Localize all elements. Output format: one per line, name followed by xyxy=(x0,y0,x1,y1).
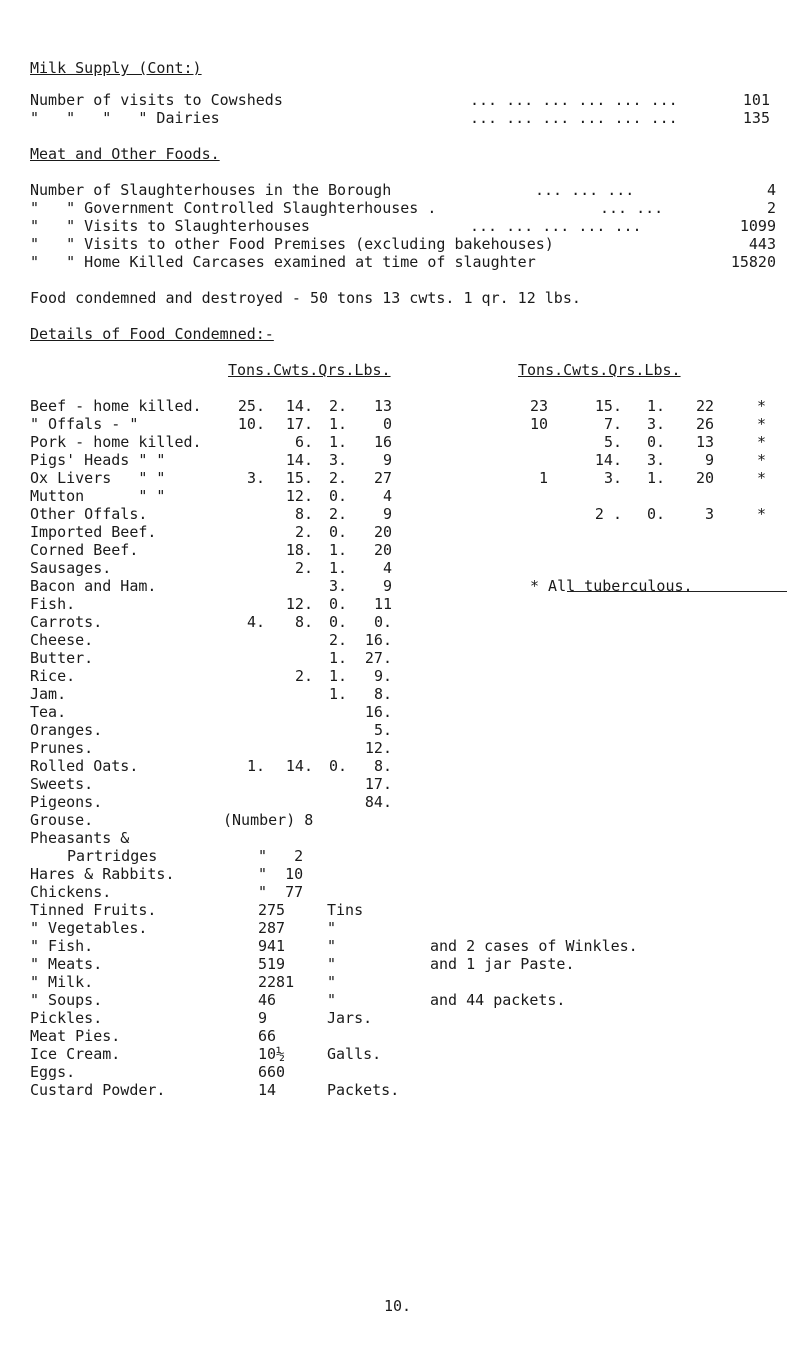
stat-label: " " Visits to other Food Premises (excluding bakehouses) xyxy=(30,235,554,253)
tb-mark: * xyxy=(757,433,767,451)
tb-cwts: 14. xyxy=(594,451,622,469)
stat-value: 4 xyxy=(766,181,776,199)
item-name: Rolled Oats. xyxy=(30,757,139,775)
item-cwts: 14. xyxy=(285,397,313,415)
item-cwts: 2. xyxy=(294,523,313,541)
visits-dots: ... ... ... ... ... ... xyxy=(470,91,678,109)
count-item-extra: and 1 jar Paste. xyxy=(430,955,575,973)
count-item-quantity: 10½ xyxy=(258,1045,286,1063)
item-cwts: 8. xyxy=(294,505,313,523)
tb-tons: 23 xyxy=(529,397,548,415)
item-name: Pigs' Heads " " xyxy=(30,451,166,469)
item-name: Mutton " " xyxy=(30,487,166,505)
item-name: Bacon and Ham. xyxy=(30,577,157,595)
item-lbs: 9. xyxy=(373,667,392,685)
count-item-quantity: 660 xyxy=(258,1063,286,1081)
count-item-name: Custard Powder. xyxy=(30,1081,166,1099)
item-lbs: 27. xyxy=(364,649,392,667)
item-lbs: 17. xyxy=(364,775,392,793)
count-item-quantity: " 10 xyxy=(258,865,304,883)
count-item-name: Ice Cream. xyxy=(30,1045,121,1063)
item-name: Prunes. xyxy=(30,739,94,757)
item-qrs: 3. xyxy=(328,577,347,595)
stat-dots: ... ... xyxy=(600,199,664,217)
item-lbs: 84. xyxy=(364,793,392,811)
count-item-name: Partridges xyxy=(67,847,158,865)
count-item-name: " Fish. xyxy=(30,937,94,955)
visits-label: Number of visits to Cowsheds xyxy=(30,91,283,109)
tb-lbs: 22 xyxy=(695,397,714,415)
item-lbs: 0 xyxy=(382,415,392,433)
tb-qrs: 1. xyxy=(646,469,665,487)
item-name: Cheese. xyxy=(30,631,94,649)
count-item-name: Grouse. xyxy=(30,811,94,829)
tb-cwts: 15. xyxy=(594,397,622,415)
item-lbs: 12. xyxy=(364,739,392,757)
item-qrs: 0. xyxy=(328,757,347,775)
condemned-total: Food condemned and destroyed - 50 tons 13 cwts. 1 qr. 12 lbs. xyxy=(30,289,581,307)
stat-label: " " Visits to Slaughterhouses xyxy=(30,217,310,235)
count-item-quantity: 66 xyxy=(258,1027,277,1045)
tb-qrs: 3. xyxy=(646,415,665,433)
count-item-quantity: (Number) 8 xyxy=(223,811,314,829)
item-name: Ox Livers " " xyxy=(30,469,166,487)
item-lbs: 8. xyxy=(373,757,392,775)
tb-lbs: 9 xyxy=(704,451,714,469)
count-item-name: Tinned Fruits. xyxy=(30,901,157,919)
item-name: " Offals - " xyxy=(30,415,139,433)
tb-tons: 10 xyxy=(529,415,548,433)
item-qrs: 1. xyxy=(328,685,347,703)
stat-value: 1099 xyxy=(739,217,776,235)
tb-mark: * xyxy=(757,397,767,415)
tb-cwts: 7. xyxy=(603,415,622,433)
stat-value: 2 xyxy=(766,199,776,217)
details-title: Details of Food Condemned:- xyxy=(30,325,274,343)
footnote-rule xyxy=(567,591,787,592)
item-name: Other Offals. xyxy=(30,505,148,523)
tb-qrs: 0. xyxy=(646,505,665,523)
item-cwts: 2. xyxy=(294,667,313,685)
item-cwts: 6. xyxy=(294,433,313,451)
page-number: 10. xyxy=(384,1297,412,1315)
count-item-name: Chickens. xyxy=(30,883,112,901)
item-qrs: 2. xyxy=(328,397,347,415)
visits-value: 101 xyxy=(742,91,770,109)
item-lbs: 11 xyxy=(373,595,392,613)
item-qrs: 2. xyxy=(328,631,347,649)
tb-qrs: 1. xyxy=(646,397,665,415)
count-item-name: Eggs. xyxy=(30,1063,76,1081)
item-lbs: 4 xyxy=(382,559,392,577)
count-item-extra: and 44 packets. xyxy=(430,991,566,1009)
visits-value: 135 xyxy=(742,109,770,127)
count-item-unit: " xyxy=(327,919,337,937)
meat-title: Meat and Other Foods. xyxy=(30,145,220,163)
item-qrs: 2. xyxy=(328,505,347,523)
stat-label: " " Government Controlled Slaughterhouses . xyxy=(30,199,437,217)
item-tons: 3. xyxy=(246,469,265,487)
item-cwts: 8. xyxy=(294,613,313,631)
visits-label: " " " " Dairies xyxy=(30,109,220,127)
item-lbs: 13 xyxy=(373,397,392,415)
item-qrs: 0. xyxy=(328,613,347,631)
count-item-quantity: 14 xyxy=(258,1081,277,1099)
count-item-unit: Galls. xyxy=(327,1045,382,1063)
item-lbs: 27 xyxy=(373,469,392,487)
item-qrs: 2. xyxy=(328,469,347,487)
item-qrs: 1. xyxy=(328,559,347,577)
stat-value: 443 xyxy=(748,235,776,253)
item-name: Tea. xyxy=(30,703,67,721)
footnote: * All tuberculous. xyxy=(530,577,693,595)
count-item-extra: and 2 cases of Winkles. xyxy=(430,937,638,955)
stat-dots: ... ... ... ... ... xyxy=(470,217,642,235)
tb-cwts: 2 . xyxy=(594,505,622,523)
count-item-quantity: 46 xyxy=(258,991,277,1009)
item-qrs: 1. xyxy=(328,649,347,667)
count-item-name: " Vegetables. xyxy=(30,919,148,937)
count-item-quantity: " 77 xyxy=(258,883,304,901)
count-item-quantity: 519 xyxy=(258,955,286,973)
item-name: Pork - home killed. xyxy=(30,433,202,451)
item-qrs: 1. xyxy=(328,415,347,433)
count-item-name: " Milk. xyxy=(30,973,94,991)
tb-qrs: 0. xyxy=(646,433,665,451)
item-name: Beef - home killed. xyxy=(30,397,202,415)
count-item-unit: Tins xyxy=(327,901,364,919)
item-name: Carrots. xyxy=(30,613,103,631)
item-lbs: 4 xyxy=(382,487,392,505)
item-qrs: 0. xyxy=(328,595,347,613)
count-item-unit: " xyxy=(327,973,337,991)
column-header-right: Tons.Cwts.Qrs.Lbs. xyxy=(518,361,681,379)
item-tons: 25. xyxy=(237,397,265,415)
count-item-unit: " xyxy=(327,991,337,1009)
count-item-quantity: 2281 xyxy=(258,973,295,991)
column-header-left: Tons.Cwts.Qrs.Lbs. xyxy=(228,361,391,379)
item-qrs: 0. xyxy=(328,487,347,505)
item-name: Rice. xyxy=(30,667,76,685)
tb-qrs: 3. xyxy=(646,451,665,469)
count-item-name: Meat Pies. xyxy=(30,1027,121,1045)
item-qrs: 1. xyxy=(328,433,347,451)
item-lbs: 16. xyxy=(364,703,392,721)
tb-mark: * xyxy=(757,451,767,469)
item-lbs: 16. xyxy=(364,631,392,649)
stat-label: Number of Slaughterhouses in the Borough xyxy=(30,181,392,199)
tb-lbs: 3 xyxy=(704,505,714,523)
item-name: Corned Beef. xyxy=(30,541,139,559)
tb-cwts: 5. xyxy=(603,433,622,451)
item-name: Jam. xyxy=(30,685,67,703)
tb-mark: * xyxy=(757,505,767,523)
count-item-name: Pheasants & xyxy=(30,829,130,847)
item-cwts: 12. xyxy=(285,595,313,613)
count-item-name: Hares & Rabbits. xyxy=(30,865,175,883)
item-cwts: 17. xyxy=(285,415,313,433)
count-item-name: Pickles. xyxy=(30,1009,103,1027)
item-name: Fish. xyxy=(30,595,76,613)
item-name: Sausages. xyxy=(30,559,112,577)
item-qrs: 3. xyxy=(328,451,347,469)
item-cwts: 14. xyxy=(285,451,313,469)
item-qrs: 1. xyxy=(328,541,347,559)
section-header: Milk Supply (Cont:) xyxy=(30,59,202,77)
item-cwts: 14. xyxy=(285,757,313,775)
item-cwts: 15. xyxy=(285,469,313,487)
stat-label: " " Home Killed Carcases examined at time of slaughter xyxy=(30,253,536,271)
item-tons: 4. xyxy=(246,613,265,631)
visits-dots: ... ... ... ... ... ... xyxy=(470,109,678,127)
count-item-quantity: 941 xyxy=(258,937,286,955)
item-tons: 1. xyxy=(246,757,265,775)
item-lbs: 9 xyxy=(382,505,392,523)
count-item-unit: Packets. xyxy=(327,1081,400,1099)
count-item-unit: " xyxy=(327,937,337,955)
tb-lbs: 26 xyxy=(695,415,714,433)
item-lbs: 9 xyxy=(382,451,392,469)
item-name: Pigeons. xyxy=(30,793,103,811)
item-qrs: 1. xyxy=(328,667,347,685)
stat-dots: ... ... ... xyxy=(535,181,635,199)
item-name: Butter. xyxy=(30,649,94,667)
count-item-quantity: 9 xyxy=(258,1009,268,1027)
item-lbs: 0. xyxy=(373,613,392,631)
item-cwts: 18. xyxy=(285,541,313,559)
item-lbs: 16 xyxy=(373,433,392,451)
item-qrs: 0. xyxy=(328,523,347,541)
item-lbs: 5. xyxy=(373,721,392,739)
count-item-quantity: 287 xyxy=(258,919,286,937)
tb-tons: 1 xyxy=(538,469,548,487)
item-name: Sweets. xyxy=(30,775,94,793)
item-name: Oranges. xyxy=(30,721,103,739)
item-lbs: 9 xyxy=(382,577,392,595)
item-name: Imported Beef. xyxy=(30,523,157,541)
item-cwts: 2. xyxy=(294,559,313,577)
stat-value: 15820 xyxy=(730,253,776,271)
count-item-unit: " xyxy=(327,955,337,973)
item-cwts: 12. xyxy=(285,487,313,505)
count-item-name: " Meats. xyxy=(30,955,103,973)
item-lbs: 20 xyxy=(373,523,392,541)
count-item-quantity: 275 xyxy=(258,901,286,919)
count-item-quantity: " 2 xyxy=(258,847,304,865)
tb-mark: * xyxy=(757,469,767,487)
tb-cwts: 3. xyxy=(603,469,622,487)
item-lbs: 20 xyxy=(373,541,392,559)
count-item-name: " Soups. xyxy=(30,991,103,1009)
item-lbs: 8. xyxy=(373,685,392,703)
tb-lbs: 13 xyxy=(695,433,714,451)
count-item-unit: Jars. xyxy=(327,1009,373,1027)
tb-lbs: 20 xyxy=(695,469,714,487)
tb-mark: * xyxy=(757,415,767,433)
item-tons: 10. xyxy=(237,415,265,433)
